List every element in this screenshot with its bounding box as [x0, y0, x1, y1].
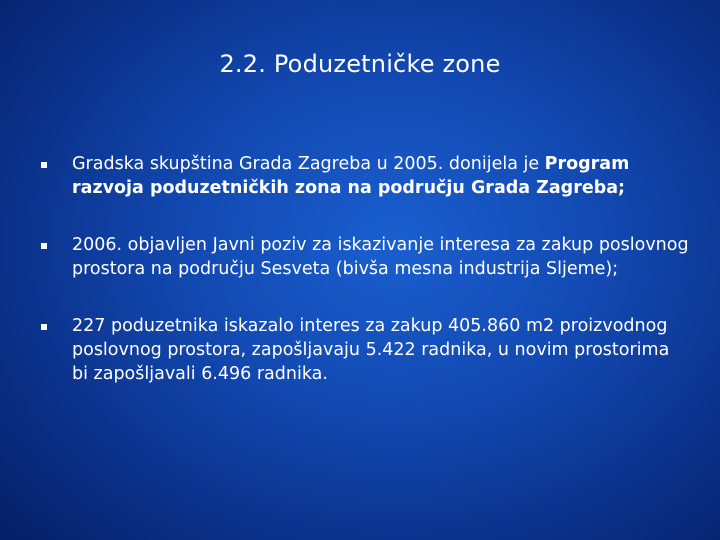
bullet-item: [40, 314, 690, 386]
bullet-list: [40, 152, 690, 386]
square-bullet-icon: [41, 243, 47, 249]
bullet-text-plain: 2006. objavljen Javni poziv za iskazivanje interesa za zakup poslovnog prostora na području Sesveta (bivša mesna industrija Sljeme);: [72, 235, 689, 279]
bullet-item: [40, 152, 690, 200]
bullet-text: [72, 152, 690, 200]
bullet-text-plain: 227 poduzetnika iskazalo interes za zakup 405.860 m2 proizvodnog poslovnog prostora, zapošljavaju 5.422 radnika, u novim prostorima bi zapošljavali 6.496 radnika.: [72, 316, 670, 384]
bullet-item: [40, 233, 690, 281]
bullet-text: [72, 314, 690, 386]
bullet-text: [72, 233, 690, 281]
slide-title: 2.2. Poduzetničke zone: [219, 50, 501, 78]
square-bullet-icon: [41, 162, 47, 168]
square-bullet-icon: [41, 324, 47, 330]
bullet-text-plain: Gradska skupština Grada Zagreba u 2005. donijela je: [72, 154, 545, 174]
bullet-text-bold: Program razvoja poduzetničkih zona na području Grada Zagreba;: [72, 154, 630, 198]
